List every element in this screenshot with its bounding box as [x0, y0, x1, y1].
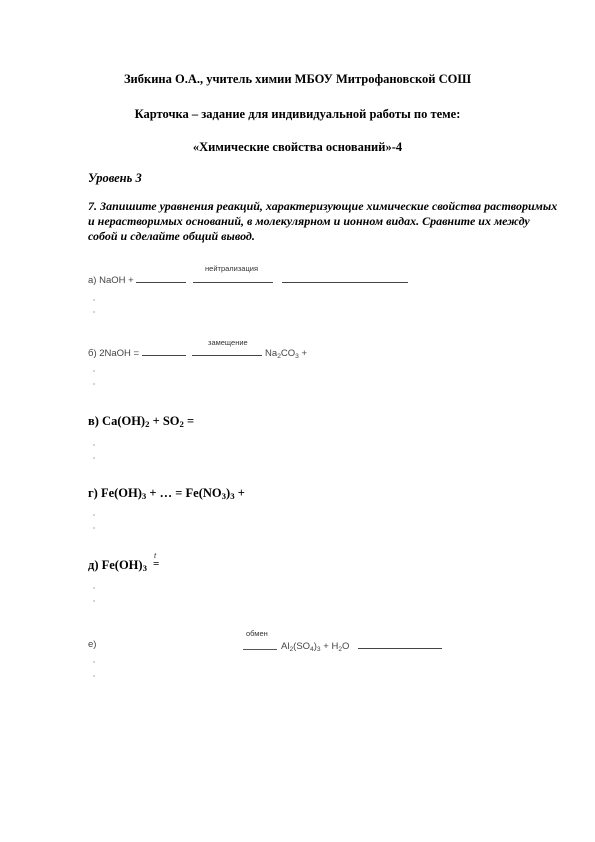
answer-dot — [93, 299, 95, 301]
equation-e-arrow-line — [243, 649, 277, 650]
equation-b-arrow-line — [192, 346, 262, 356]
task-body: Запишите уравнения реакций, характеризующие химические свойства растворимых и нерастворимых оснований, в молекулярном и ионном видах. Сравните их между собой и сделайте общий вывод. — [88, 199, 558, 243]
equation-b-blank-1[interactable] — [142, 346, 186, 356]
equation-b-prefix: б) 2NaOH = — [88, 348, 140, 359]
equation-b-reaction-type: замещение — [208, 338, 248, 347]
level-heading: Уровень 3 — [88, 171, 142, 185]
equation-d-equals: = — [153, 558, 160, 570]
answer-dot — [93, 587, 95, 589]
equation-e-prefix: е) — [88, 639, 97, 650]
equation-b-product: $Na_2CO_3$ + — [265, 348, 308, 360]
equation-d-heat-label: t — [154, 551, 157, 560]
equation-a-blank-2[interactable] — [282, 273, 408, 283]
equation-e-reaction-type: обмен — [246, 629, 268, 638]
equation-a-prefix: а) NaOH + — [88, 275, 134, 286]
answer-dot — [93, 370, 95, 372]
equation-a-arrow-line — [193, 273, 273, 283]
answer-dot — [93, 444, 95, 446]
card-title: Карточка – задание для индивидуальной работы по теме: — [134, 107, 461, 121]
answer-dot — [93, 661, 95, 663]
task-text — [88, 199, 558, 244]
answer-dot — [93, 514, 95, 516]
answer-dot — [93, 457, 95, 459]
equation-e-product: $Al_2(SO_4)_3 + H_2O$ — [281, 639, 442, 652]
equation-e-blank[interactable] — [358, 639, 442, 649]
task-number: 7. — [88, 199, 97, 213]
equation-b — [88, 346, 307, 359]
answer-dot — [93, 527, 95, 529]
answer-dot — [93, 600, 95, 602]
equation-d: д) $Fe(OH)_3$ — [88, 558, 147, 573]
answer-dot — [93, 383, 95, 385]
answer-dot — [93, 311, 95, 313]
answer-dot — [93, 675, 95, 677]
author-line: Зибкина О.А., учитель химии МБОУ Митрофановской СОШ — [123, 72, 472, 86]
equation-a-blank-1[interactable] — [136, 273, 186, 283]
equation-g: г) $Fe(OH)_3$ + … = $Fe(NO_3)_3$ + — [88, 486, 245, 501]
equation-a — [88, 273, 408, 286]
topic-title: «Химические свойства оснований»-4 — [192, 140, 403, 154]
equation-v: в) $Ca(OH)_2 + SO_2$ = — [88, 414, 195, 429]
equation-a-reaction-type: нейтрализация — [205, 264, 259, 273]
